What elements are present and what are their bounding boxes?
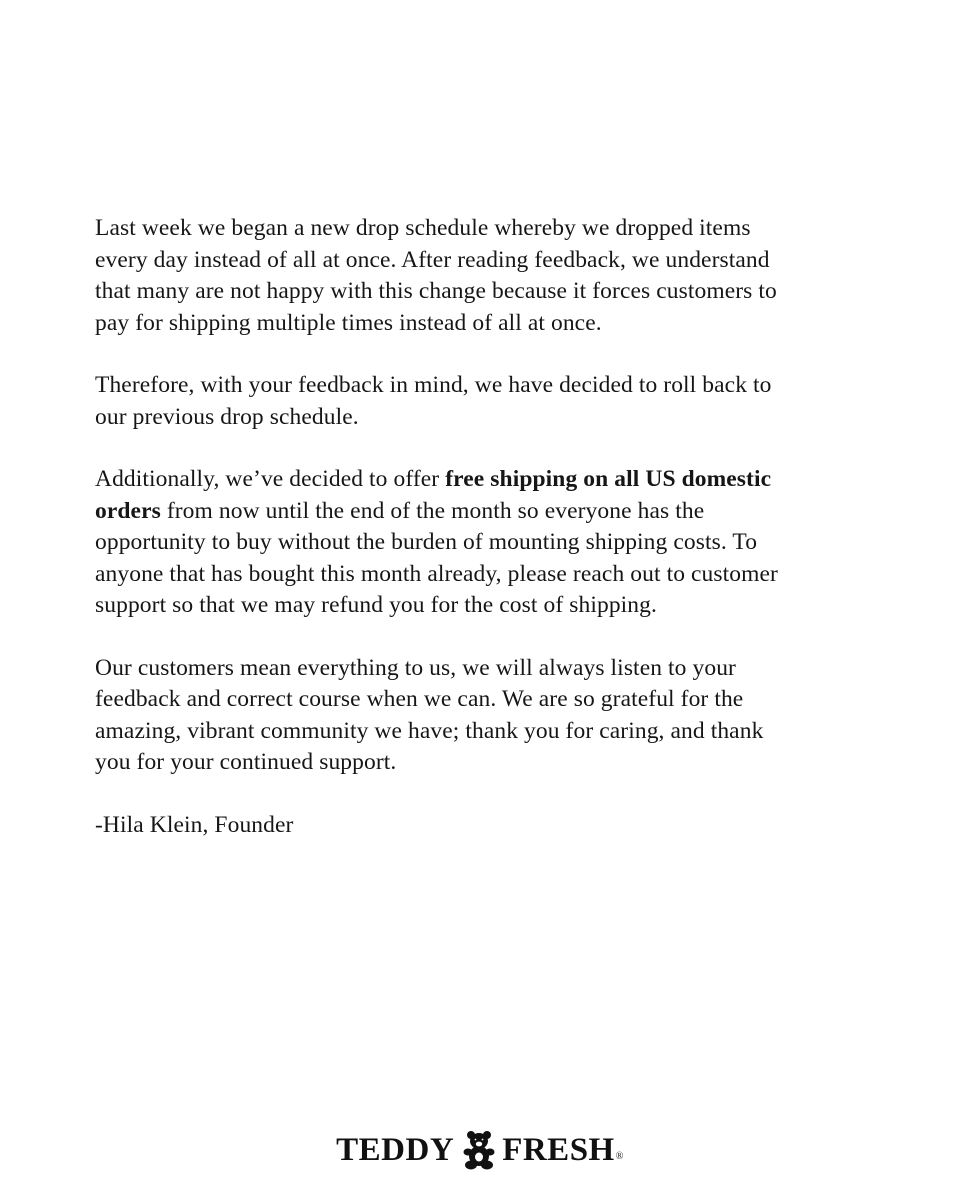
text-segment: from now until the end of the month so everyone has the: [160, 497, 705, 524]
text-line: pay for shipping multiple times instead of all at once.: [95, 309, 602, 336]
text-line: opportunity to buy without the burden of mounting shipping costs. To: [95, 529, 758, 555]
logo-word-fresh: FRESH: [502, 1131, 615, 1168]
text-line: anyone that has bought this month already, please reach out to customer: [95, 560, 778, 587]
text-line: Our customers mean everything to us, we will always listen to your: [95, 654, 736, 681]
text-line: support so that we may refund you for the cost of shipping.: [95, 592, 657, 618]
text-line: that many are not happy with this change because it forces customers to: [95, 278, 777, 304]
paragraph-drop-schedule: [95, 213, 875, 339]
text-line: every day instead of all at once. After reading feedback, we understand: [95, 246, 770, 273]
text-line: Last week we began a new drop schedule whereby we dropped items: [95, 215, 751, 241]
paragraph-free-shipping: [95, 464, 875, 622]
text-line: amazing, vibrant community we have; thank you for caring, and thank: [95, 717, 764, 744]
text-segment: Additionally, we’ve decided to offer: [95, 466, 446, 492]
teddy-fresh-logo: [0, 1130, 960, 1170]
free-shipping-highlight: free shipping on all US domestic: [445, 466, 772, 492]
logo-word-teddy: TEDDY: [336, 1131, 455, 1168]
free-shipping-highlight-end: orders: [95, 497, 161, 524]
text-line: [95, 464, 875, 496]
registered-mark: ®: [615, 1151, 624, 1162]
text-line: feedback and correct course when we can. We are so grateful for the: [95, 686, 744, 712]
teddy-bear-icon: [462, 1130, 496, 1170]
paragraph-gratitude: [95, 653, 875, 779]
text-line: our previous drop schedule.: [95, 403, 359, 430]
text-line: you for your continued support.: [95, 749, 397, 775]
paragraph-roll-back: [95, 370, 875, 433]
signature: -Hila Klein, Founder: [95, 811, 294, 838]
letter-body: [95, 213, 875, 872]
text-line: Therefore, with your feedback in mind, we have decided to roll back to: [95, 372, 772, 398]
text-line: [95, 496, 875, 528]
